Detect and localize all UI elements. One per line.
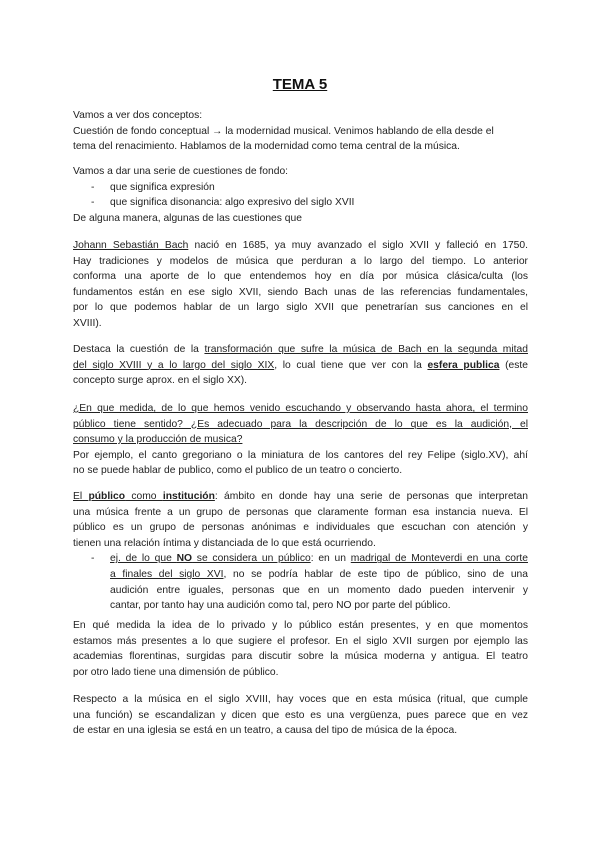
paragraph-cuestiones: [73, 164, 528, 226]
text-line: público es un grupo de personas anónimas e individuales que escuchan con atención y: [73, 522, 528, 534]
paragraph-bach: [73, 238, 528, 332]
text-fragment: : ámbito en donde hay una serie de personas que interpretan: [214, 491, 528, 502]
text-fragment: , lo cual tiene que ver con la: [274, 359, 428, 371]
text-line: Cuestión de fondo conceptual → la modernidad musical. Venimos hablando de ella desde el: [73, 125, 494, 137]
paragraph-publico-institucion: [73, 489, 528, 614]
paragraph-siglo-xviii: [73, 692, 528, 739]
text-line: fundamentos están en ese siglo XVII, siendo Bach unas de las referencias fundamentales,: [73, 286, 528, 298]
text-line: tienen una relación íntima y distanciada de lo que está ocurriendo.: [73, 537, 376, 549]
text-line: [73, 489, 528, 505]
text-line: audición entre iguales, personas que en un momento dado pueden intervenir y: [110, 584, 528, 596]
paragraph-privado-publico: [73, 618, 528, 680]
page-title: TEMA 5: [272, 76, 328, 93]
text-line: XVIII).: [73, 317, 102, 329]
underlined-text: del siglo XVIII y a lo largo del siglo XIX: [73, 359, 275, 371]
text-fragment: (este: [499, 359, 528, 371]
text-line: Hay tradiciones y modelos de música que perduran a lo largo del tiempo. Lo anterior: [73, 255, 528, 267]
esfera-publica: esfera publica: [427, 359, 500, 371]
text-line: [73, 342, 528, 358]
text-line: Respecto a la música en el siglo XVIII, hay voces que en esta música (ritual, que cumple: [73, 694, 528, 705]
bullet-dash: -: [91, 553, 95, 565]
text-line: estamos más presentes a lo que sugiere el profesor. En el siglo XVII surgen por ejemplo las: [73, 635, 528, 647]
text-fragment: como: [125, 491, 163, 502]
list-item: [73, 180, 528, 196]
paragraph-transformacion: [73, 342, 528, 389]
underlined-text: ej. de lo que: [110, 553, 177, 565]
no-term: NO: [176, 553, 193, 565]
text-line: Vamos a dar una serie de cuestiones de fondo:: [73, 166, 289, 177]
list-item: [73, 195, 528, 211]
bullet-dash: -: [91, 181, 95, 193]
list-item-text: que significa expresión: [110, 181, 215, 193]
text-line: [110, 551, 528, 567]
institucion-term: institución: [162, 491, 215, 502]
question-line: público tiene sentido? ¿Es adecuado para la descripción de lo que es la audición, el: [73, 418, 528, 430]
bach-name: Johann Sebastián Bach: [73, 240, 189, 251]
text-line: academias florentinas, surgidas para discutir sobre la música moderna y antigua. El teatro: [73, 651, 528, 663]
text-fragment: nació en 1685, ya muy avanzado el siglo XVII y falleció en 1750.: [188, 240, 528, 251]
text-line: conforma una aporte de lo que entendemos hoy en día por música clásica/culta (los: [73, 271, 528, 283]
text-line: una función) se escandalizan y dicen que esto es una vergüenza, pues parece que en vez: [73, 709, 528, 721]
text-line: de estar en una iglesia se está en un teatro, a causa del tipo de música de la época.: [73, 725, 458, 737]
paragraph-intro: [73, 108, 528, 155]
text-line: por otro lado tiene una dimensión de público.: [73, 666, 279, 678]
list-item-text: que significa disonancia: algo expresivo del siglo XVII: [110, 197, 355, 209]
underlined-text: a finales del siglo XVI: [110, 568, 224, 580]
text-line: no se puede hablar de publico, como el publico de un teatro o concierto.: [73, 465, 403, 477]
text-line: De alguna manera, algunas de las cuestiones que: [73, 212, 302, 224]
text-line: [110, 567, 528, 583]
text-line: una música frente a un grupo de personas que claramente forman esa instancia nueva. El: [73, 506, 528, 518]
text-fragment: : en un: [310, 553, 351, 565]
list-item: [73, 551, 528, 613]
text-line: [73, 358, 528, 374]
underlined-text: madrigal de Monteverdi en una corte: [350, 553, 528, 565]
text-line: por lo que podemos hablar de un largo siglo XVII que penetrarían sus canciones en el: [73, 302, 528, 314]
text-fragment: Destaca la cuestión de la: [73, 344, 205, 355]
text-fragment: , no se podría hablar de este tipo de público, sino de una: [223, 568, 529, 580]
text-line: cantar, por tanto hay una audición como tal, pero NO por parte del público.: [110, 600, 451, 612]
underlined-text: se considera un público: [192, 553, 311, 565]
text-line: concepto surge aprox. en el siglo XX).: [73, 375, 248, 387]
paragraph-pregunta: [73, 401, 528, 479]
text-line: Por ejemplo, el canto gregoriano o la miniatura de los cantores del rey Felipe (siglo.XV), ahí: [73, 449, 528, 461]
question-line: ¿En que medida, de lo que hemos venido escuchando y observando hasta ahora, el termino: [73, 403, 528, 414]
question-line: consumo y la producción de musica?: [73, 434, 243, 446]
text-line: tema del renacimiento. Hablamos de la modernidad como tema central de la música.: [73, 141, 460, 153]
text-line: Vamos a ver dos conceptos:: [73, 110, 203, 121]
underlined-text: transformación que sufre la música de Bach en la segunda mitad: [204, 344, 528, 355]
text-fragment: El: [73, 491, 89, 502]
publico-term: público: [88, 491, 126, 502]
bullet-dash: -: [91, 197, 95, 209]
text-line: [73, 238, 528, 254]
text-line: En qué medida la idea de lo privado y lo público están presentes, y en que momentos: [73, 620, 528, 631]
